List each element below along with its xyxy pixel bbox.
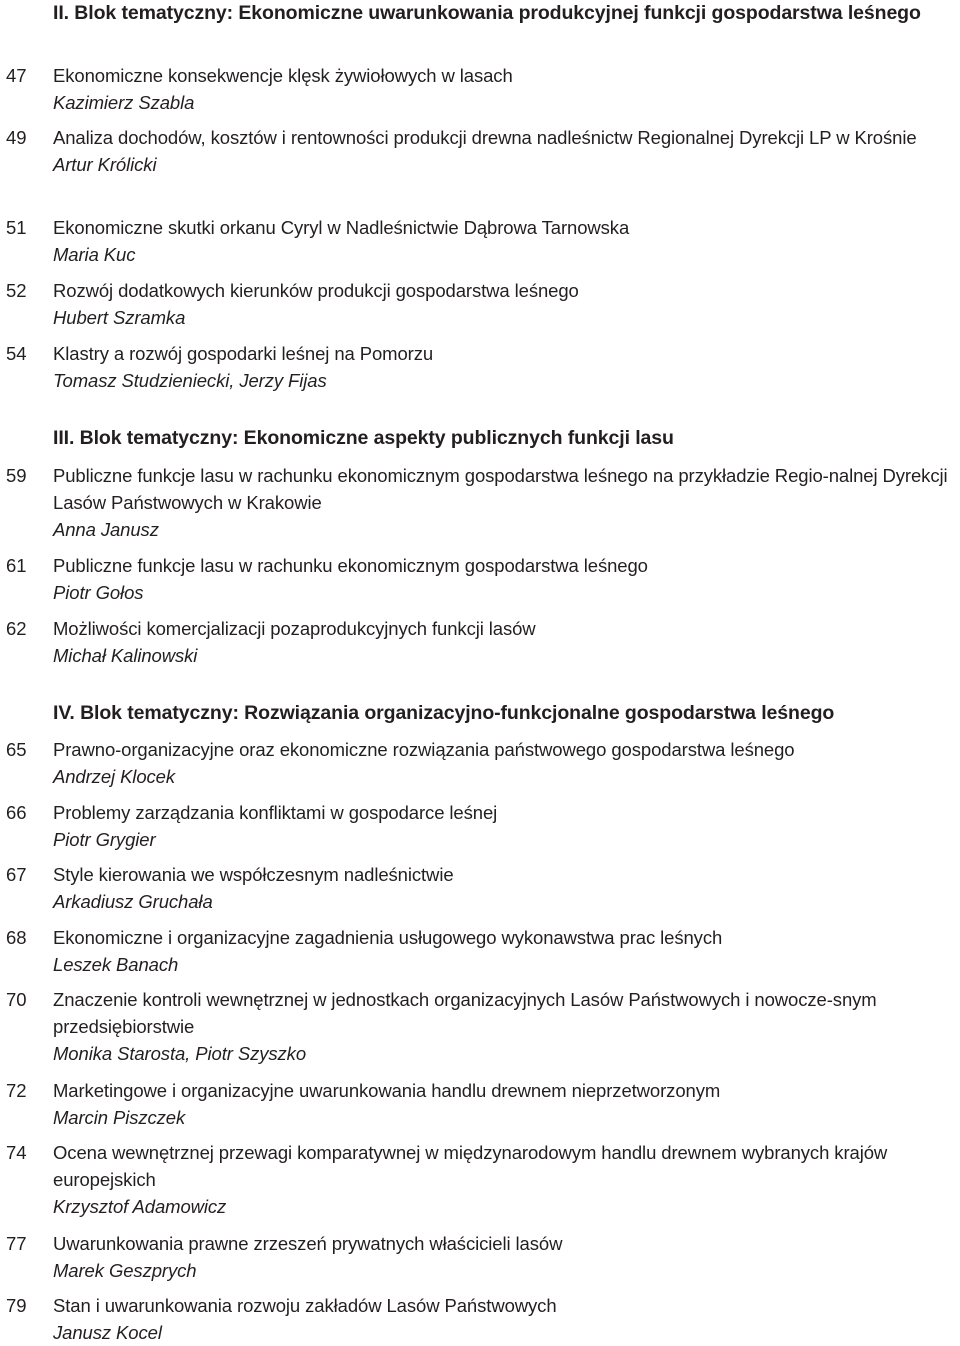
entry-body: [53, 340, 960, 394]
page-number: 66: [6, 802, 27, 823]
entry-title: Ocena wewnętrznej przewagi komparatywnej w międzynarodowym handlu drewnem wybranych krajów europejskich: [53, 1142, 888, 1190]
page-number: 72: [6, 1080, 27, 1101]
toc-entry[interactable]: [0, 62, 960, 116]
entry-body: [53, 1230, 960, 1284]
entry-author: Leszek Banach: [53, 954, 179, 975]
entry-body: [53, 124, 960, 178]
entry-title: Możliwości komercjalizacji pozaprodukcyjnych funkcji lasów: [53, 618, 536, 639]
toc-entry[interactable]: [0, 799, 960, 853]
section-heading: III. Blok tematyczny: Ekonomiczne aspekty publicznych funkcji lasu: [53, 427, 674, 449]
entry-author: Hubert Szramka: [53, 307, 186, 328]
entry-body: [53, 214, 960, 268]
entry-author: Janusz Kocel: [53, 1322, 162, 1343]
entry-author: Anna Janusz: [53, 519, 159, 540]
entry-author: Andrzej Klocek: [53, 766, 175, 787]
section-heading: II. Blok tematyczny: Ekonomiczne uwarunkowania produkcyjnej funkcji gospodarstwa leśnego: [53, 2, 921, 24]
entry-body: [53, 924, 960, 978]
page-number: 74: [6, 1142, 27, 1163]
entry-body: [53, 1139, 960, 1220]
entry-title: Prawno-organizacyjne oraz ekonomiczne rozwiązania państwowego gospodarstwa leśnego: [53, 739, 795, 760]
entry-body: [53, 799, 960, 853]
toc-entry[interactable]: [0, 214, 960, 268]
page-number: 61: [6, 555, 27, 576]
toc-entry[interactable]: [0, 124, 960, 178]
entry-author: Maria Kuc: [53, 244, 136, 265]
page-number: 67: [6, 864, 27, 885]
toc-entry[interactable]: [0, 986, 960, 1067]
entry-body: [53, 1077, 960, 1131]
toc-entry[interactable]: [0, 552, 960, 606]
entry-title: Marketingowe i organizacyjne uwarunkowania handlu drewnem nieprzetworzonym: [53, 1080, 721, 1101]
entry-author: Piotr Gołos: [53, 582, 144, 603]
page-number: 47: [6, 65, 27, 86]
toc-entry[interactable]: [0, 462, 960, 543]
entry-title: Problemy zarządzania konfliktami w gospodarce leśnej: [53, 802, 498, 823]
entry-body: [53, 861, 960, 915]
toc-entry[interactable]: [0, 1230, 960, 1284]
page-number: 49: [6, 127, 27, 148]
entry-title: Ekonomiczne i organizacyjne zagadnienia usługowego wykonawstwa prac leśnych: [53, 927, 723, 948]
entry-title: Analiza dochodów, kosztów i rentowności produkcji drewna nadleśnictw Regionalnej Dyrekcji LP w Krośnie: [53, 127, 917, 148]
entry-author: Kazimierz Szabla: [53, 92, 195, 113]
entry-title: Klastry a rozwój gospodarki leśnej na Pomorzu: [53, 343, 434, 364]
toc-entry[interactable]: [0, 1139, 960, 1220]
section-heading: IV. Blok tematyczny: Rozwiązania organizacyjno-funkcjonalne gospodarstwa leśnego: [53, 702, 835, 724]
entry-author: Monika Starosta, Piotr Szyszko: [53, 1043, 307, 1064]
toc-entry[interactable]: [0, 277, 960, 331]
entry-body: [53, 736, 960, 790]
entry-body: [53, 615, 960, 669]
entry-author: Tomasz Studzieniecki, Jerzy Fijas: [53, 370, 327, 391]
page-number: 68: [6, 927, 27, 948]
page-number: 77: [6, 1233, 27, 1254]
page-number: 59: [6, 465, 27, 486]
entry-author: Marek Geszprych: [53, 1260, 197, 1281]
toc-entry[interactable]: [0, 924, 960, 978]
entry-title: Znaczenie kontroli wewnętrznej w jednostkach organizacyjnych Lasów Państwowych i nowocze-snym przedsiębiorstwie: [53, 989, 877, 1037]
entry-body: [53, 986, 960, 1067]
entry-author: Piotr Grygier: [53, 829, 156, 850]
entry-body: [53, 277, 960, 331]
toc-entry[interactable]: [0, 1292, 960, 1346]
toc-entry[interactable]: [0, 615, 960, 669]
entry-title: Style kierowania we współczesnym nadleśnictwie: [53, 864, 454, 885]
entry-title: Publiczne funkcje lasu w rachunku ekonomicznym gospodarstwa leśnego: [53, 555, 648, 576]
entry-title: Rozwój dodatkowych kierunków produkcji gospodarstwa leśnego: [53, 280, 579, 301]
page-number: 62: [6, 618, 27, 639]
entry-author: Arkadiusz Gruchała: [53, 891, 213, 912]
page-number: 65: [6, 739, 27, 760]
entry-author: Krzysztof Adamowicz: [53, 1196, 227, 1217]
entry-body: [53, 462, 960, 543]
page-number: 52: [6, 280, 27, 301]
entry-title: Uwarunkowania prawne zrzeszeń prywatnych właścicieli lasów: [53, 1233, 563, 1254]
entry-body: [53, 1292, 960, 1346]
entry-author: Artur Królicki: [53, 154, 157, 175]
entry-body: [53, 62, 960, 116]
page-number: 51: [6, 217, 27, 238]
toc-entry[interactable]: [0, 861, 960, 915]
toc-entry[interactable]: [0, 1077, 960, 1131]
entry-body: [53, 552, 960, 606]
entry-title: Ekonomiczne konsekwencje klęsk żywiołowych w lasach: [53, 65, 513, 86]
page-number: 79: [6, 1295, 27, 1316]
entry-title: Publiczne funkcje lasu w rachunku ekonomicznym gospodarstwa leśnego na przykładzie Regio-nalnej Dyrekcji Lasów Państwowych w Krakowie: [53, 465, 948, 513]
entry-title: Stan i uwarunkowania rozwoju zakładów Lasów Państwowych: [53, 1295, 557, 1316]
toc-entry[interactable]: [0, 340, 960, 394]
entry-author: Marcin Piszczek: [53, 1107, 186, 1128]
page-number: 70: [6, 989, 27, 1010]
page-number: 54: [6, 343, 27, 364]
entry-title: Ekonomiczne skutki orkanu Cyryl w Nadleśnictwie Dąbrowa Tarnowska: [53, 217, 630, 238]
entry-author: Michał Kalinowski: [53, 645, 198, 666]
toc-entry[interactable]: [0, 736, 960, 790]
